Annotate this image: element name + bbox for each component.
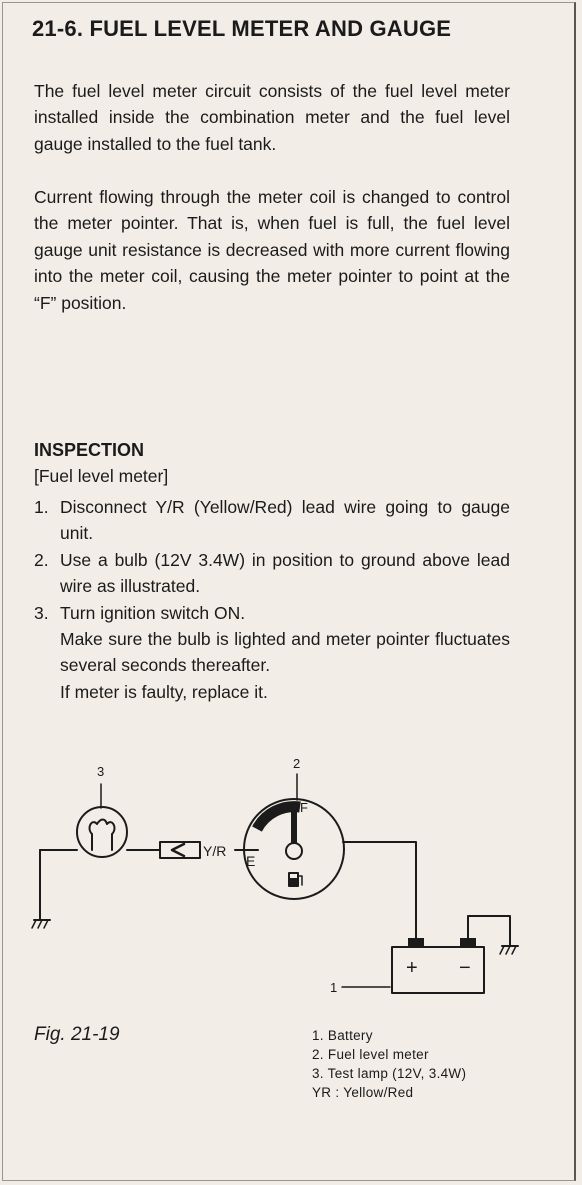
figure-caption: Fig. 21-19 — [34, 1024, 120, 1045]
inspection-heading: INSPECTION — [34, 440, 145, 460]
legend-item: YR : Yellow/Red — [312, 1085, 414, 1100]
connector-symbol — [160, 842, 200, 858]
battery-negative-mark: − — [459, 957, 471, 979]
step-text: Disconnect Y/R (Yellow/Red) lead wire going to gauge unit. — [60, 497, 510, 544]
meter-pointer — [291, 806, 297, 844]
step-3 — [34, 600, 510, 706]
legend-item: 1. Battery — [312, 1028, 373, 1043]
step-text: Use a bulb (12V 3.4W) in position to ground above lead wire as illustrated. — [60, 549, 510, 597]
step-2 — [34, 547, 510, 600]
meter-pivot — [286, 843, 302, 859]
inspection-subheading: [Fuel level meter] — [34, 466, 169, 486]
meter-empty-mark: E — [246, 853, 256, 869]
step-number: 1. — [34, 497, 49, 517]
callout-2: 2 — [293, 756, 301, 771]
ground-symbol-right — [500, 946, 518, 954]
ground-symbol-left — [32, 920, 50, 928]
legend-item: 3. Test lamp (12V, 3.4W) — [312, 1066, 467, 1081]
fuel-pump-icon — [288, 872, 302, 887]
battery-symbol — [392, 938, 484, 993]
legend-item: 2. Fuel level meter — [312, 1047, 429, 1062]
step-number: 2. — [34, 549, 49, 570]
wire-label: Y/R — [203, 843, 227, 859]
test-lamp-symbol — [77, 807, 127, 857]
step-1 — [34, 494, 510, 547]
intro-paragraph-2: Current flowing through the meter coil is changed to control the meter pointer. That is, when fuel is full, the fuel level gauge unit resistance is decreased with more current flowing into the meter coil, causing the meter pointer to point at the “F” position. — [34, 187, 510, 313]
callout-3: 3 — [97, 764, 105, 779]
battery-positive-mark: + — [406, 957, 418, 979]
figure-legend — [312, 1026, 466, 1102]
meter-full-mark: F — [300, 800, 308, 815]
section-title: 21-6. FUEL LEVEL METER AND GAUGE — [32, 16, 452, 41]
step-text: Make sure the bulb is lighted and meter pointer fluctuates several seconds thereafter. — [60, 629, 510, 676]
step-number: 3. — [34, 602, 49, 623]
meter-to-battery-wire — [343, 842, 416, 938]
step-text: If meter is faulty, replace it. — [60, 681, 268, 702]
inspection-steps — [34, 494, 510, 705]
circuit-diagram — [0, 740, 582, 1020]
fuel-level-meter — [244, 799, 344, 899]
intro-paragraph-1: The fuel level meter circuit consists of the fuel level meter installed inside the combination meter and the fuel level gauge installed to the fuel tank. — [34, 81, 510, 154]
step-text: Turn ignition switch ON. — [60, 602, 246, 623]
callout-1: 1 — [330, 980, 338, 995]
